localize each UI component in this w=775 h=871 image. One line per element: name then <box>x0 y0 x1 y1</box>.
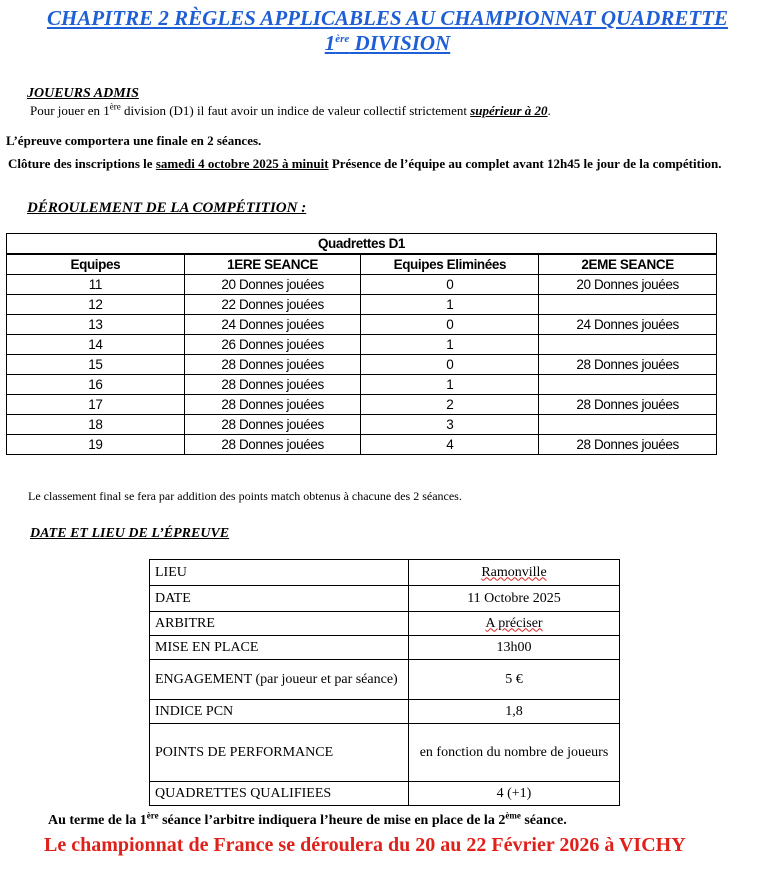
cell-seance-2 <box>539 335 717 355</box>
points-row <box>150 724 620 782</box>
terme-sup-1: ère <box>146 810 159 821</box>
joueurs-text-b: division (D1) il faut avoir un indice de valeur collectif strictement <box>120 103 471 118</box>
header-equipes: Equipes <box>7 254 185 275</box>
lieu-label: LIEU <box>150 560 409 586</box>
header-seance-2: 2EME SEANCE <box>539 254 717 275</box>
cell-seance-1: 28 Donnes jouées <box>184 415 361 435</box>
joueurs-text-a: Pour jouer en 1 <box>30 103 110 118</box>
table-title: Quadrettes D1 <box>7 234 717 255</box>
subtitle-number: 1 <box>324 31 336 55</box>
engagement-label: ENGAGEMENT (par joueur et par séance) <box>150 660 409 700</box>
cell-equipes: 11 <box>7 275 185 295</box>
page-title <box>0 6 775 30</box>
date-lieu-heading: DATE ET LIEU DE L’ÉPREUVE <box>30 526 230 541</box>
joueurs-text-end: . <box>547 103 551 118</box>
cell-equipes: 13 <box>7 315 185 335</box>
cell-eliminees: 0 <box>361 355 539 375</box>
cell-seance-1: 20 Donnes jouées <box>184 275 361 295</box>
date-row <box>150 586 620 612</box>
arbitre-value-text: A préciser <box>485 615 543 631</box>
cell-seance-1: 28 Donnes jouées <box>184 395 361 415</box>
arbitre-value <box>409 612 620 636</box>
joueurs-text <box>30 103 551 119</box>
cell-seance-2 <box>539 375 717 395</box>
cell-eliminees: 1 <box>361 295 539 315</box>
title-line-1: CHAPITRE 2 RÈGLES APPLICABLES AU CHAMPIONNAT QUADRETTE <box>46 6 729 30</box>
page-subtitle <box>0 31 775 55</box>
cell-seance-2: 28 Donnes jouées <box>539 435 717 455</box>
cell-equipes: 14 <box>7 335 185 355</box>
lieu-row <box>150 560 620 586</box>
table-row <box>7 435 717 455</box>
joueurs-text-sup: ère <box>109 101 121 112</box>
terme-c: séance. <box>520 813 567 828</box>
competition-table <box>6 233 717 455</box>
lieu-value <box>409 560 620 586</box>
arbitre-row <box>150 612 620 636</box>
cell-equipes: 19 <box>7 435 185 455</box>
france-announcement: Le championnat de France se déroulera du 20 au 22 Février 2026 à VICHY <box>44 834 686 856</box>
indice-value: 1,8 <box>409 700 620 724</box>
table-row <box>7 375 717 395</box>
table-row <box>7 335 717 355</box>
classement-text: Le classement final se fera par addition des points match obtenus à chacune des 2 séances. <box>28 489 462 503</box>
cell-seance-2: 28 Donnes jouées <box>539 395 717 415</box>
cell-seance-2: 20 Donnes jouées <box>539 275 717 295</box>
cell-seance-1: 22 Donnes jouées <box>184 295 361 315</box>
terme-b: séance l’arbitre indiquera l’heure de mise en place de la 2 <box>158 813 506 828</box>
cell-seance-1: 24 Donnes jouées <box>184 315 361 335</box>
cell-seance-1: 28 Donnes jouées <box>184 355 361 375</box>
table-row <box>7 395 717 415</box>
terme-sup-2: ème <box>505 810 521 821</box>
lieu-table <box>149 559 620 806</box>
cloture-text <box>8 156 722 172</box>
cell-eliminees: 0 <box>361 275 539 295</box>
cell-seance-2: 28 Donnes jouées <box>539 355 717 375</box>
indice-label: INDICE PCN <box>150 700 409 724</box>
joueurs-heading: JOUEURS ADMIS <box>27 86 139 101</box>
cell-equipes: 12 <box>7 295 185 315</box>
engagement-row <box>150 660 620 700</box>
subtitle-text: DIVISION <box>349 31 451 55</box>
cell-equipes: 18 <box>7 415 185 435</box>
cell-seance-2 <box>539 295 717 315</box>
points-label: POINTS DE PERFORMANCE <box>150 724 409 782</box>
table-row <box>7 295 717 315</box>
table-row <box>7 275 717 295</box>
subtitle-sup: ère <box>335 33 350 45</box>
date-label: DATE <box>150 586 409 612</box>
indice-row <box>150 700 620 724</box>
engagement-value: 5 € <box>409 660 620 700</box>
cell-eliminees: 2 <box>361 395 539 415</box>
cell-seance-1: 28 Donnes jouées <box>184 375 361 395</box>
cloture-date: samedi 4 octobre 2025 à minuit <box>155 156 329 171</box>
cell-equipes: 15 <box>7 355 185 375</box>
mise-row <box>150 636 620 660</box>
qualifiees-row <box>150 782 620 806</box>
points-value: en fonction du nombre de joueurs <box>409 724 620 782</box>
table-header-row <box>7 254 717 275</box>
table-row <box>7 315 717 335</box>
deroulement-heading: DÉROULEMENT DE LA COMPÉTITION : <box>27 200 307 216</box>
terme-text <box>48 810 567 829</box>
cloture-b: Présence de l’équipe au complet avant 12h45 le jour de la compétition. <box>328 156 722 171</box>
cell-eliminees: 1 <box>361 335 539 355</box>
arbitre-label: ARBITRE <box>150 612 409 636</box>
finale-text: L’épreuve comportera une finale en 2 séances. <box>6 133 262 148</box>
cell-eliminees: 1 <box>361 375 539 395</box>
qualifiees-value: 4 (+1) <box>409 782 620 806</box>
lieu-value-text: Ramonville <box>481 564 547 580</box>
mise-label: MISE EN PLACE <box>150 636 409 660</box>
date-value: 11 Octobre 2025 <box>409 586 620 612</box>
mise-value: 13h00 <box>409 636 620 660</box>
cell-seance-2 <box>539 415 717 435</box>
table-row <box>7 355 717 375</box>
qualifiees-label: QUADRETTES QUALIFIEES <box>150 782 409 806</box>
header-seance-1: 1ERE SEANCE <box>184 254 361 275</box>
joueurs-text-emph: supérieur à 20 <box>470 103 548 118</box>
cell-equipes: 17 <box>7 395 185 415</box>
cell-eliminees: 0 <box>361 315 539 335</box>
cell-seance-2: 24 Donnes jouées <box>539 315 717 335</box>
cell-seance-1: 26 Donnes jouées <box>184 335 361 355</box>
header-eliminees: Equipes Eliminées <box>361 254 539 275</box>
terme-a: Au terme de la 1 <box>48 813 147 828</box>
cell-seance-1: 28 Donnes jouées <box>184 435 361 455</box>
table-row <box>7 415 717 435</box>
cell-equipes: 16 <box>7 375 185 395</box>
cell-eliminees: 4 <box>361 435 539 455</box>
cloture-a: Clôture des inscriptions le <box>8 156 156 171</box>
cell-eliminees: 3 <box>361 415 539 435</box>
